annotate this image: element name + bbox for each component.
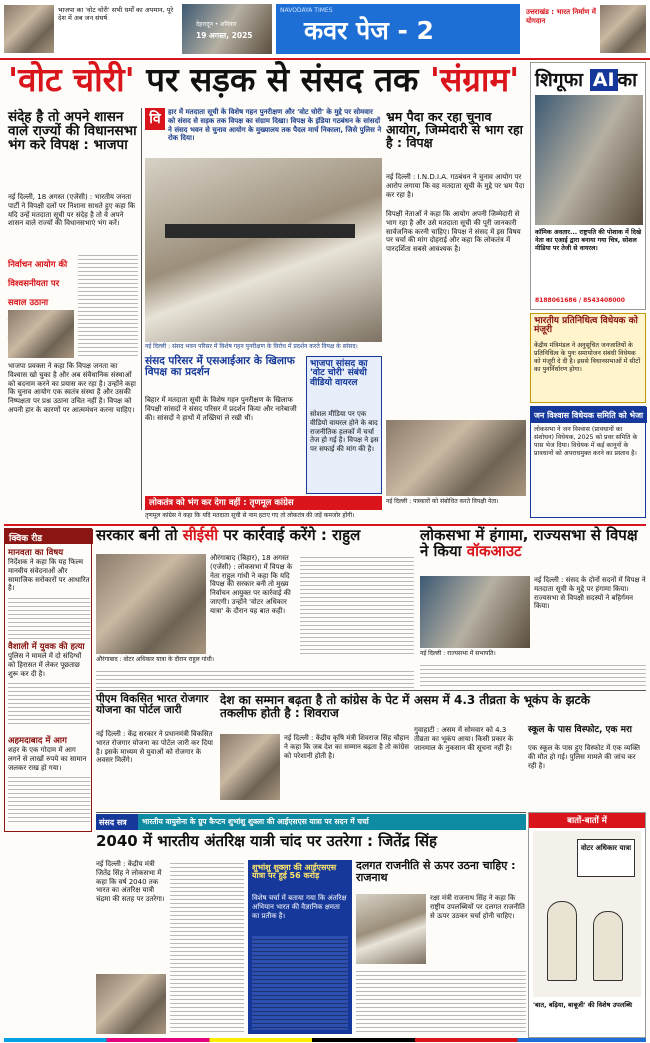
shigufa-caption: कॉमिक अवतार... राष्ट्रपति की पोशाक में दिखे नेता का एआई द्वारा बनाया गया चित्र, सोशल मीडिया पर तेजी से वायरल।: [535, 229, 642, 252]
masthead-banner: [276, 4, 520, 54]
masthead-left-photo: [4, 5, 54, 53]
trust-box-body: लोकसभा ने जन विश्वास (प्रावधानों का संशोधन) विधेयक, 2025 को प्रवर समिति के पास भेज दिया। विधेयक में कई कानूनों के प्रावधानों को अपराधमुक्त करने का प्रस्ताव है।: [534, 426, 638, 457]
bill-box-body: केंद्रीय मंत्रिमंडल ने अनुसूचित जनजातियों के प्रतिनिधित्व के पुनः समायोजन संबंधी विधेयक को मंजूरी दे दी है। इससे विधानसभाओं में सीटों का पुनर्निर्धारण होगा।: [534, 342, 641, 373]
shivraj-photo: [220, 734, 280, 800]
masthead-right-photo: [600, 5, 646, 53]
left-story-headline: संदेह है तो अपने शासन वाले राज्यों की विधानसभा भंग करे विपक्ष : भाजपा: [8, 109, 137, 154]
divider: [96, 690, 646, 691]
parliament-strip-text: भारतीय वायुसेना के ग्रुप कैप्टन शुभांशु शुक्ला की आईएसएस यात्रा पर सदन में चर्चा: [142, 817, 369, 826]
rahul-text-block: [96, 668, 414, 688]
shivraj-body: नई दिल्ली : केंद्रीय कृषि मंत्री शिवराज सिंह चौहान ने कहा कि जब देश का सम्मान बढ़ता है तो कांग्रेस को परेशानी होती है।: [284, 734, 410, 760]
quick-read-item-text: निर्देशक ने कहा कि यह फिल्म मानवीय संवेदनाओं और सामाजिक सरोकारों पर आधारित है।: [8, 558, 90, 593]
right-story-headline: भ्रम पैदा कर रहा चुनाव आयोग, जिम्मेदारी से भाग रहा है : विपक्ष: [386, 109, 523, 151]
left-story-text-block: [78, 252, 138, 358]
ls-walkout-headline-b: वॉकआउट: [466, 541, 522, 560]
right-story-photo: [386, 420, 526, 496]
left-story-pull-quote: [8, 252, 74, 308]
bottom-color-strip: [4, 1038, 646, 1042]
ls-walkout-body: नई दिल्ली : संसद के दोनों सदनों में विपक्ष ने मतदाता सूची के मुद्दे पर हंगामा किया। राज्यसभा से विपक्षी सदस्यों ने बहिर्गमन किया।: [534, 576, 646, 611]
shigufa-box: [530, 62, 646, 310]
center-right-body: सोशल मीडिया पर एक वीडियो वायरल होने के बाद राजनीतिक हलकों में चर्चा तेज हो गई है। विपक्ष ने इस पर सफाई की मांग की है।: [310, 410, 379, 453]
parliament-strip: [96, 814, 526, 830]
rahul-headline-c: पर कार्रवाई करेंगे : राहुल: [218, 526, 361, 544]
lead-headline-part2: पर सड़क से संसद तक: [134, 60, 430, 99]
masthead-logo: NAVODAYA TIMES: [280, 7, 333, 14]
shukla-headline: शुभांशु शुक्ला की आईएसएस यात्रा पर हुई 56 करोड़: [252, 863, 337, 881]
quick-read-item-text: शहर के एक गोदाम में आग लगने से लाखों रुपये का सामान जलकर राख हो गया।: [8, 746, 87, 772]
space-headline: 2040 में भारतीय अंतरिक्ष यात्री चांद पर उतरेगा : जितेंद्र सिंह: [96, 832, 437, 850]
bill-box-title: भारतीय प्रतिनिधित्व विधेयक को मंजूरी: [534, 316, 638, 336]
space-photo: [96, 974, 166, 1034]
assam-headline: असम में 4.3 तीव्रता के भूकंप के झटके: [414, 693, 590, 707]
rajnath-photo: [356, 894, 426, 964]
shukla-text-block: [252, 936, 348, 1030]
cartoon-drawing: [533, 831, 641, 997]
ls-walkout-headline: [420, 528, 646, 572]
cartoon-box: [528, 812, 646, 1038]
rajnath-body: रक्षा मंत्री राजनाथ सिंह ने कहा कि राष्ट्रीय उपलब्धियों पर दलगत राजनीति से ऊपर उठकर चर्चा होनी चाहिए।: [430, 894, 525, 920]
space-text-block: [170, 860, 244, 1034]
left-story-body: भाजपा प्रवक्ता ने कहा कि विपक्ष जनता का विश्वास खो चुका है और अब संवैधानिक संस्थाओं को बदनाम करने का प्रयास कर रहा है। उन्होंने कहा कि चुनाव आयोग एक स्वतंत्र संस्था है और उसकी निष्पक्षता पर प्रश्न उठाना उचित नहीं है। विपक्ष को अपनी हार के कारणों पर आत्ममंथन करना चाहिए।: [8, 362, 136, 414]
shukla-box: [248, 860, 352, 1034]
quick-read-item-text: पुलिस ने मामले में दो संदिग्धों को हिरासत में लेकर पूछताछ शुरू कर दी है।: [8, 652, 82, 678]
masthead-center-photo: [182, 4, 272, 54]
left-story-pull-quote-text: निर्वाचन आयोग की विश्वसनीयता पर सवाल उठाना: [8, 260, 68, 308]
quick-read: [4, 528, 92, 832]
quick-read-item-title: वैशाली में युवक की हत्या: [8, 642, 85, 652]
left-story-photo: [8, 310, 74, 358]
right-story-dateline: नई दिल्ली : I.N.D.I.A. गठबंधन ने चुनाव आयोग पर आरोप लगाया कि वह मतदाता सूची के मुद्दे पर भ्रम पैदा कर रहा है।: [386, 173, 525, 199]
masthead-right-teaser: उत्तराखंड : भारत निर्माण में योगदान: [526, 8, 596, 25]
cartoon-figure: [593, 911, 623, 981]
quick-read-item-lines: [8, 774, 90, 822]
cartoon-title: बातों-बातों में: [529, 813, 645, 828]
lead-headline: [8, 60, 528, 107]
center-left-headline: संसद परिसर में एसआईआर के खिलाफ विपक्ष का प्रदर्शन: [145, 355, 295, 379]
quick-read-item-lines: [8, 680, 90, 726]
rahul-photo: [96, 554, 206, 654]
ls-walkout-caption: नई दिल्ली : राज्यसभा में सभापति।: [420, 650, 496, 657]
quick-read-item: [8, 547, 90, 639]
center-banner: [145, 496, 382, 510]
center-banner-text: लोकतंत्र को भंग कर देगा वहीं : तृणमूल कांग्रेस: [149, 498, 294, 508]
rajnath-headline: दलगत राजनीति से ऊपर उठना चाहिए : राजनाथ: [356, 859, 516, 884]
shigufa-ai-image: [535, 95, 643, 225]
masthead-date-line: देहरादून • शनिवार: [196, 21, 237, 28]
quick-read-item: [8, 641, 90, 733]
masthead-left-teaser: भाजपा का 'वोट चोरी' सभी धर्मों का अपमान, पूरे देश में अब जन संघर्ष: [58, 6, 174, 23]
divider: [96, 812, 526, 813]
lead-headline-part3: 'संग्राम': [429, 60, 520, 99]
parliament-strip-label: संसद सत्र: [96, 814, 138, 830]
center-right-box: [306, 356, 382, 494]
left-story-dateline: नई दिल्ली, 18 अगस्त (एजेंसी) : भारतीय जनता पार्टी ने विपक्षी दलों पर निशाना साधते हुए कहा कि यदि उन्हें मतदाता सूची पर संदेह है तो वे अपने शासन वाले राज्यों की विधानसभाएं भंग करें।: [8, 193, 136, 228]
shukla-body: विशेष चर्चा में बताया गया कि अंतरिक्ष अभियान भारत की वैज्ञानिक क्षमता का प्रतीक है।: [252, 894, 347, 920]
center-left-body: बिहार में मतदाता सूची के विशेष गहन पुनरीक्षण के खिलाफ विपक्षी सांसदों ने संसद परिसर में प्रदर्शन किया और नारेबाजी की। सांसदों ने हाथों में तख्तियां ले रखी थीं।: [145, 396, 297, 422]
right-story-photo-caption: नई दिल्ली : पत्रकारों को संबोधित करते विपक्षी नेता।: [386, 498, 499, 505]
cartoon-figure: [547, 901, 577, 981]
rahul-caption: औरंगाबाद : वोटर अधिकार यात्रा के दौरान राहुल गांधी।: [96, 656, 215, 663]
school-headline: स्कूल के पास विस्फोट, एक मरा: [528, 725, 632, 735]
bill-box: [530, 313, 646, 403]
trust-box-title: जन विश्वास विधेयक समिति को भेजा: [531, 407, 647, 423]
rahul-headline-b: सीईसी: [182, 526, 219, 544]
rajnath-text-block: [356, 968, 526, 1034]
ls-walkout-text-block: [420, 662, 646, 688]
center-banner-body: तृणमूल कांग्रेस ने कहा कि यदि मतदाता सूची से नाम हटाए गए तो लोकतंत्र की जड़ें कमजोर होंगी।: [145, 512, 355, 519]
shigufa-label: [535, 66, 645, 92]
shigufa-label-right: का: [617, 69, 638, 91]
shivraj-headline: देश का सम्मान बढ़ता है तो कांग्रेस के पेट में तकलीफ होती है : शिवराज: [220, 693, 410, 720]
shigufa-footer: 8188061686 / 8543408000: [535, 297, 625, 304]
lead-photo-banner: [165, 224, 355, 238]
quick-read-item-title: अहमदाबाद में आग: [8, 736, 67, 746]
quick-read-item-title: मानवता का विषय: [8, 548, 64, 558]
shigufa-label-ai: AI: [590, 69, 618, 91]
lead-intro: हार में मतदाता सूची के विशेष गहन पुनरीक्षण और 'वोट चोरी' के मुद्दे पर सोमवार को संसद से सड़क तक विपक्ष का संग्राम दिखा। विपक्ष के इंडिया गठबंधन के सांसदों ने संसद भवन से चुनाव आयोग के मुख्यालय तक पैदल मार्च निकाला, जिसे पुलिस ने रोक दिया।: [168, 108, 382, 143]
quick-read-item-lines: [8, 595, 90, 641]
assam-body: गुवाहाटी : असम में सोमवार को 4.3 तीव्रता का भूकंप आया। किसी प्रकार के जानमाल के नुकसान की सूचना नहीं है।: [414, 726, 514, 752]
lead-intro-dropcap: वि: [145, 108, 165, 130]
ls-walkout-headline-a: लोकसभा में हंगामा, राज्यसभा से विपक्ष ने किया: [420, 526, 638, 560]
rahul-headline-a: सरकार बनी तो: [96, 526, 183, 544]
masthead-date: 19 अगस्त, 2025: [196, 31, 253, 40]
ls-walkout-photo: [420, 576, 530, 648]
cartoon-sign: [577, 839, 635, 877]
quick-read-item: [8, 735, 90, 829]
rahul-text-block: [300, 554, 414, 654]
school-body: एक स्कूल के पास हुए विस्फोट में एक व्यक्ति की मौत हो गई। पुलिस मामले की जांच कर रही है।: [528, 744, 640, 770]
cartoon-sign-text: वोटर अधिकार यात्रा: [580, 844, 632, 852]
lead-photo: [145, 158, 382, 342]
quick-read-label: क्विक रीड: [5, 529, 93, 544]
space-body: नई दिल्ली : केंद्रीय मंत्री जितेंद्र सिंह ने लोकसभा में कहा कि वर्ष 2040 तक भारत का अंतरिक्ष यात्री चंद्रमा की सतह पर उतरेगा।: [96, 860, 165, 903]
rahul-body: औरंगाबाद (बिहार), 18 अगस्त (एजेंसी) : लोकसभा में विपक्ष के नेता राहुल गांधी ने कहा कि यदि विपक्ष की सरकार बनी तो मुख्य निर्वाचन आयुक्त पर कार्रवाई की जाएगी। उन्होंने 'वोटर अधिकार यात्रा' के दौरान यह बात कही।: [210, 554, 293, 615]
cartoon-caption: 'बात, बढ़िया, बाबूजी' की विशेष उपलब्धि: [533, 1001, 632, 1009]
page-title: कवर पेज - 2: [304, 16, 434, 45]
pm-scheme-headline: पीएम विकसित भारत रोजगार योजना का पोर्टल जारी: [96, 693, 209, 717]
lead-headline-part1: 'वोट चोरी': [8, 60, 135, 99]
shigufa-label-left: शिगूफा: [535, 69, 584, 91]
divider: [141, 108, 142, 510]
masthead: [0, 0, 650, 60]
center-right-headline: भाजपा सांसद का 'वोट चोरी' संबंधी वीडियो वायरल: [310, 359, 368, 388]
lead-photo-caption: नई दिल्ली : संसद भवन परिसर में विशेष गहन पुनरीक्षण के विरोध में प्रदर्शन करते विपक्ष के सांसद।: [145, 343, 358, 350]
rahul-headline: [96, 528, 414, 550]
right-story-body: विपक्षी नेताओं ने कहा कि आयोग अपनी जिम्मेदारी से भाग रहा है और उसे मतदाता सूची की पूरी जानकारी सार्वजनिक करनी चाहिए। विपक्ष ने संसद में इस विषय पर चर्चा की मांग दोहराई और कहा कि लोकतंत्र में पारदर्शिता सबसे आवश्यक है।: [386, 210, 521, 253]
pm-scheme-body: नई दिल्ली : केंद्र सरकार ने प्रधानमंत्री विकसित भारत रोजगार योजना का पोर्टल जारी कर दिया है। इसके माध्यम से युवाओं को रोजगार के अवसर मिलेंगे।: [96, 730, 213, 765]
trust-box: [530, 406, 646, 518]
